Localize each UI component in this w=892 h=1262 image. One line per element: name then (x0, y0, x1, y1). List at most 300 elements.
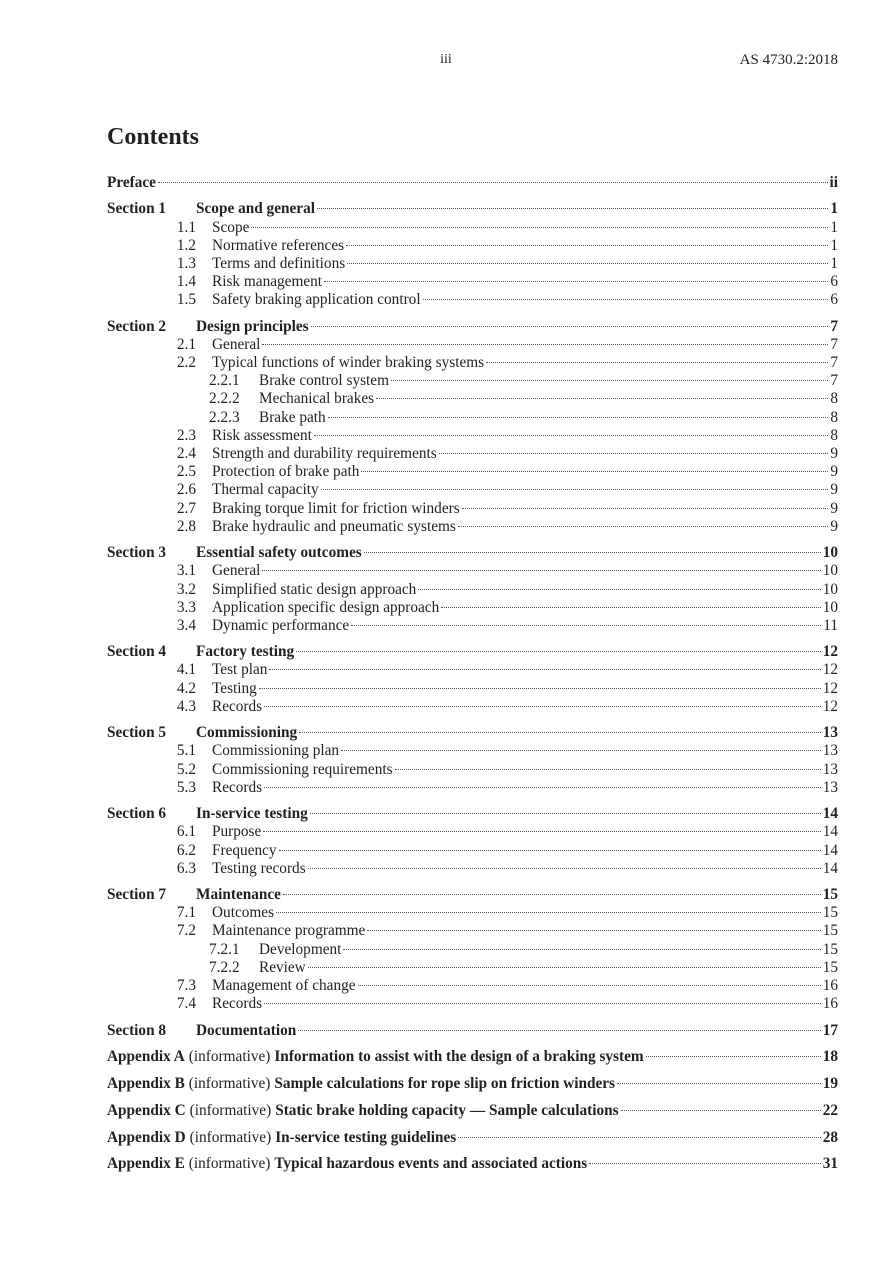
document-code: AS 4730.2:2018 (739, 52, 838, 68)
toc-subclause-entry[interactable] (107, 390, 838, 408)
toc-clause-number-cell (107, 291, 196, 309)
toc-entry-label (107, 273, 322, 291)
toc-section-entry[interactable] (107, 1022, 838, 1040)
toc-section-title: In-service testing (196, 805, 308, 823)
toc-appendix-entry[interactable] (107, 1155, 838, 1173)
toc-appendix-title: Static brake holding capacity — Sample calculations (275, 1101, 619, 1119)
toc-entry-label (107, 995, 262, 1013)
toc-clause-title: Commissioning plan (212, 742, 340, 760)
toc-page-number: 28 (822, 1128, 838, 1146)
dot-leader (376, 398, 828, 399)
dot-leader (311, 326, 829, 327)
toc-entry-label (107, 372, 389, 390)
dot-leader (646, 1056, 821, 1057)
toc-appendix-prefix: Appendix C (107, 1101, 186, 1119)
toc-page-number: 12 (822, 661, 838, 679)
toc-clause-title: Testing records (212, 859, 306, 877)
toc-section-title: Commissioning (196, 724, 298, 742)
toc-page-number: 18 (822, 1048, 838, 1066)
toc-section-entry[interactable] (107, 886, 838, 904)
toc-clause-number: 2.5 (176, 463, 196, 481)
toc-clause-number-cell (107, 823, 196, 841)
dot-leader (262, 344, 828, 345)
toc-clause-title: Records (212, 697, 263, 715)
toc-page-number: 9 (830, 499, 838, 517)
toc-clause-title: Frequency (212, 841, 277, 859)
toc-page-number: 10 (822, 544, 838, 562)
toc-page-number: 11 (823, 616, 838, 634)
toc-clause-entry[interactable] (107, 904, 838, 922)
toc-clause-title: General (212, 335, 261, 353)
toc-clause-entry[interactable] (107, 742, 838, 760)
toc-clause-number-cell (107, 354, 196, 372)
toc-page-number: 19 (822, 1075, 838, 1093)
toc-entry-label (107, 724, 297, 742)
toc-clause-number-cell (107, 680, 196, 698)
dot-leader (328, 417, 829, 418)
toc-clause-number: 2.3 (176, 426, 196, 444)
toc-page-number: 16 (822, 977, 838, 994)
toc-clause-title: Dynamic performance (212, 616, 350, 634)
toc-clause-number: 2.2 (176, 354, 196, 372)
dot-leader (308, 868, 821, 869)
toc-page-number: 17 (822, 1021, 838, 1039)
toc-clause-entry[interactable] (107, 617, 838, 635)
toc-clause-number: 4.3 (176, 697, 196, 715)
toc-clause-number-cell (107, 463, 196, 481)
toc-entry-preface[interactable] (107, 174, 838, 192)
toc-clause-number-cell (107, 336, 196, 354)
dot-leader (299, 732, 821, 733)
toc-clause-title: Typical functions of winder braking systems (212, 354, 485, 372)
toc-clause-number-cell (107, 995, 196, 1013)
toc-page-number: 16 (822, 995, 838, 1013)
toc-appendix-prefix: Appendix A (107, 1048, 185, 1066)
toc-page-number: 15 (822, 922, 838, 940)
toc-subclause-entry[interactable] (107, 409, 838, 427)
toc-clause-number-cell (107, 581, 196, 599)
toc-entry-label (107, 922, 365, 940)
toc-section-title: Scope and general (196, 200, 315, 218)
toc-clause-number-cell (107, 661, 196, 679)
toc-clause-number-cell (107, 273, 196, 291)
toc-appendix-title: Information to assist with the design of a braking system (274, 1048, 644, 1066)
toc-entry-label (107, 336, 260, 354)
dot-leader (462, 508, 829, 509)
toc-page-number: 7 (830, 317, 838, 335)
dot-leader (418, 589, 820, 590)
toc-clause-title: Test plan (212, 661, 268, 679)
toc-clause-entry[interactable] (107, 518, 838, 536)
toc-clause-number-cell (107, 427, 196, 445)
dot-leader (486, 362, 828, 363)
toc-appendix-note: (informative) (188, 1048, 271, 1066)
toc-clause-number-cell (107, 219, 196, 237)
toc-clause-title: Braking torque limit for friction winders (212, 499, 460, 517)
toc-clause-entry[interactable] (107, 599, 838, 617)
toc-page-number: 1 (830, 218, 838, 236)
toc-entry-label (107, 886, 281, 904)
dot-leader (589, 1163, 820, 1164)
toc-entry-label (107, 318, 309, 336)
toc-entry-label (107, 1129, 456, 1147)
table-of-contents (107, 174, 838, 1174)
dot-leader (346, 245, 828, 246)
toc-clause-number: 1.4 (176, 273, 196, 291)
dot-leader (367, 930, 820, 931)
toc-clause-title: Application specific design approach (212, 598, 440, 616)
toc-clause-number-cell (107, 860, 196, 878)
toc-page-number: 12 (822, 643, 838, 661)
dot-leader (351, 625, 821, 626)
toc-clause-number: 2.4 (176, 445, 196, 462)
toc-clause-number: 6.1 (176, 823, 196, 841)
toc-appendix-title: In-service testing guidelines (275, 1128, 457, 1146)
toc-clause-title: Records (212, 995, 263, 1013)
toc-clause-number: 1.5 (176, 291, 196, 309)
toc-clause-entry[interactable] (107, 922, 838, 940)
toc-clause-number: 2.1 (176, 335, 196, 353)
toc-subclause-entry[interactable] (107, 941, 838, 959)
toc-clause-number: 2.7 (176, 499, 196, 517)
toc-clause-number: 5.3 (176, 778, 196, 796)
toc-entry-label (107, 1075, 615, 1093)
dot-leader (276, 912, 821, 913)
page-title: Contents (107, 124, 200, 150)
toc-page-number: 1 (830, 200, 838, 218)
toc-subclause-title: Review (259, 958, 306, 976)
toc-page-number: 7 (830, 372, 838, 390)
toc-clause-entry[interactable] (107, 698, 838, 716)
toc-section-entry[interactable] (107, 318, 838, 336)
toc-clause-number-cell (107, 237, 196, 255)
toc-page-number: 1 (830, 254, 838, 272)
toc-clause-entry[interactable] (107, 842, 838, 860)
toc-section-prefix: Section 2 (107, 317, 167, 335)
dot-leader (262, 570, 820, 571)
toc-clause-entry[interactable] (107, 445, 838, 463)
toc-clause-number: 6.3 (176, 859, 196, 877)
toc-clause-title: Testing (212, 679, 257, 697)
toc-entry-label (107, 518, 456, 536)
toc-page-number: 14 (822, 841, 838, 859)
toc-clause-number: 2.6 (176, 481, 196, 499)
toc-entry-label (107, 698, 262, 716)
toc-subclause-title: Development (259, 940, 342, 958)
dot-leader (158, 182, 828, 183)
toc-appendix-prefix: Appendix E (107, 1155, 185, 1173)
toc-entry-label (107, 390, 374, 408)
toc-clause-entry[interactable] (107, 336, 838, 354)
toc-section-prefix: Section 1 (107, 200, 167, 218)
toc-subclause-title: Brake path (259, 408, 326, 426)
toc-clause-entry[interactable] (107, 680, 838, 698)
dot-leader (341, 750, 821, 751)
toc-entry-label (107, 463, 359, 481)
dot-leader (458, 1137, 820, 1138)
toc-clause-number: 3.1 (176, 562, 196, 580)
toc-section-entry[interactable] (107, 643, 838, 661)
toc-clause-title: Brake hydraulic and pneumatic systems (212, 517, 456, 535)
dot-leader (617, 1083, 821, 1084)
toc-section-title: Documentation (196, 1021, 297, 1039)
toc-page-number: 12 (822, 679, 838, 697)
toc-page-number: 7 (830, 354, 838, 372)
dot-leader (347, 263, 828, 264)
toc-entry-label (107, 805, 308, 823)
toc-clause-entry[interactable] (107, 823, 838, 841)
dot-leader (358, 985, 821, 986)
toc-entry-label (107, 1102, 619, 1120)
toc-subclause-title: Mechanical brakes (259, 390, 375, 408)
toc-clause-title: Purpose (212, 823, 262, 841)
toc-appendix-entry[interactable] (107, 1102, 838, 1120)
toc-clause-title: Strength and durability requirements (212, 445, 437, 462)
toc-clause-title: Maintenance programme (212, 922, 366, 940)
dot-leader (343, 949, 820, 950)
toc-subclause-number-cell (107, 390, 259, 408)
toc-appendix-note: (informative) (189, 1101, 272, 1119)
toc-page-number: 31 (822, 1155, 838, 1173)
toc-entry-label (107, 643, 294, 661)
toc-entry-label (107, 427, 312, 445)
dot-leader (361, 471, 828, 472)
toc-clause-title: Terms and definitions (212, 254, 346, 272)
toc-page-number: ii (829, 174, 838, 191)
toc-page-number: 10 (822, 598, 838, 616)
toc-subclause-number-cell (107, 941, 259, 959)
toc-entry-label (107, 1022, 296, 1040)
toc-page-number: 14 (822, 805, 838, 823)
toc-entry-label (107, 409, 326, 427)
toc-clause-entry[interactable] (107, 779, 838, 797)
toc-appendix-note: (informative) (189, 1128, 272, 1146)
toc-clause-number: 7.1 (176, 904, 196, 922)
toc-section-title: Maintenance (196, 886, 281, 904)
dot-leader (251, 227, 828, 228)
toc-clause-entry[interactable] (107, 761, 838, 779)
toc-clause-number-cell (107, 255, 196, 273)
toc-clause-title: Risk assessment (212, 426, 312, 444)
toc-clause-title: Outcomes (212, 904, 275, 922)
toc-clause-number: 7.4 (176, 995, 196, 1013)
dot-leader (317, 208, 828, 209)
dot-leader (259, 688, 821, 689)
toc-entry-title: Preface (107, 174, 156, 191)
toc-entry-label (107, 904, 274, 922)
toc-clause-number-cell (107, 761, 196, 779)
toc-clause-entry[interactable] (107, 860, 838, 878)
toc-subclause-number: 2.2.1 (209, 372, 240, 390)
toc-subclause-number: 7.2.2 (209, 958, 240, 976)
dot-leader (310, 813, 821, 814)
toc-clause-entry[interactable] (107, 562, 838, 580)
toc-page-number: 9 (830, 481, 838, 499)
toc-clause-number: 5.1 (176, 742, 196, 760)
toc-page-number: 7 (830, 335, 838, 353)
toc-section-entry[interactable] (107, 805, 838, 823)
toc-subclause-number: 2.2.2 (209, 390, 240, 408)
toc-clause-number: 3.2 (176, 580, 196, 598)
toc-page-number: 14 (822, 859, 838, 877)
toc-section-entry[interactable] (107, 724, 838, 742)
toc-clause-number-cell (107, 904, 196, 922)
toc-appendix-entry[interactable] (107, 1048, 838, 1066)
toc-entry-label (107, 742, 339, 760)
toc-clause-number-cell (107, 977, 196, 995)
toc-page-number: 12 (822, 697, 838, 715)
toc-appendix-prefix: Appendix B (107, 1075, 185, 1093)
toc-section-title: Essential safety outcomes (196, 544, 362, 562)
toc-clause-number: 6.2 (176, 841, 196, 859)
toc-page-number: 6 (830, 273, 838, 291)
toc-clause-title: Normative references (212, 236, 345, 254)
toc-clause-entry[interactable] (107, 291, 838, 309)
dot-leader (391, 380, 828, 381)
toc-page-number: 9 (830, 463, 838, 481)
toc-clause-number-cell (107, 599, 196, 617)
toc-clause-number: 7.3 (176, 977, 196, 994)
toc-clause-number-cell (107, 742, 196, 760)
toc-clause-entry[interactable] (107, 995, 838, 1013)
toc-page-number: 9 (830, 517, 838, 535)
toc-subclause-entry[interactable] (107, 372, 838, 390)
toc-clause-title: General (212, 562, 261, 580)
toc-clause-entry[interactable] (107, 581, 838, 599)
toc-clause-number-cell (107, 562, 196, 580)
toc-clause-title: Protection of brake path (212, 463, 360, 481)
toc-clause-number: 3.3 (176, 598, 196, 616)
toc-clause-number: 4.2 (176, 679, 196, 697)
toc-clause-entry[interactable] (107, 219, 838, 237)
toc-clause-number: 1.3 (176, 254, 196, 272)
toc-entry-label (107, 977, 356, 995)
toc-entry-label (107, 823, 261, 841)
dot-leader (314, 435, 828, 436)
toc-entry-label (107, 219, 249, 237)
page-number: iii (440, 52, 452, 67)
toc-entry-label (107, 941, 341, 959)
toc-clause-number: 5.2 (176, 760, 196, 778)
toc-entry-label (107, 174, 156, 192)
toc-clause-title: Simplified static design approach (212, 580, 417, 598)
toc-entry-label (107, 581, 416, 599)
dot-leader (621, 1110, 821, 1111)
toc-subclause-number: 7.2.1 (209, 940, 240, 958)
toc-section-entry[interactable] (107, 544, 838, 562)
toc-appendix-note: (informative) (188, 1075, 271, 1093)
toc-clause-entry[interactable] (107, 427, 838, 445)
toc-clause-number: 1.1 (176, 218, 196, 236)
toc-section-prefix: Section 3 (107, 544, 167, 562)
toc-clause-number-cell (107, 698, 196, 716)
toc-entry-label (107, 291, 421, 309)
toc-page-number: 13 (822, 742, 838, 760)
toc-entry-label (107, 481, 319, 499)
toc-entry-label (107, 255, 345, 273)
toc-entry-label (107, 959, 306, 977)
toc-clause-entry[interactable] (107, 481, 838, 499)
toc-appendix-title: Typical hazardous events and associated actions (274, 1155, 588, 1173)
toc-subclause-number: 2.2.3 (209, 408, 240, 426)
toc-entry-label (107, 761, 393, 779)
toc-page-number: 14 (822, 823, 838, 841)
toc-subclause-number-cell (107, 372, 259, 390)
dot-leader (263, 831, 820, 832)
toc-page-number: 8 (830, 408, 838, 426)
toc-appendix-title: Sample calculations for rope slip on friction winders (274, 1075, 616, 1093)
toc-entry-label (107, 445, 437, 463)
toc-clause-title: Commissioning requirements (212, 760, 393, 778)
toc-section-prefix: Section 7 (107, 886, 167, 904)
toc-appendix-entry[interactable] (107, 1075, 838, 1093)
dot-leader (283, 894, 821, 895)
dot-leader (296, 651, 821, 652)
toc-section-prefix: Section 8 (107, 1021, 167, 1039)
toc-clause-title: Scope (212, 218, 250, 236)
toc-clause-number-cell (107, 617, 196, 635)
toc-clause-entry[interactable] (107, 977, 838, 995)
dot-leader (321, 489, 829, 490)
toc-page-number: 22 (822, 1101, 838, 1119)
toc-clause-entry[interactable] (107, 661, 838, 679)
toc-clause-entry[interactable] (107, 273, 838, 291)
toc-subclause-number-cell (107, 409, 259, 427)
toc-entry-label (107, 661, 267, 679)
toc-clause-title: Risk management (212, 273, 323, 291)
dot-leader (264, 706, 821, 707)
toc-clause-title: Records (212, 778, 263, 796)
toc-appendix-entry[interactable] (107, 1129, 838, 1147)
toc-clause-number-cell (107, 779, 196, 797)
toc-clause-title: Thermal capacity (212, 481, 319, 499)
toc-clause-entry[interactable] (107, 354, 838, 372)
dot-leader (364, 552, 821, 553)
toc-entry-label (107, 1048, 644, 1066)
toc-entry-label (107, 544, 362, 562)
toc-clause-number-cell (107, 518, 196, 536)
toc-clause-number-cell (107, 842, 196, 860)
toc-clause-number-cell (107, 500, 196, 518)
toc-clause-title: Safety braking application control (212, 291, 421, 309)
toc-page-number: 10 (822, 580, 838, 598)
toc-page-number: 15 (822, 886, 838, 904)
toc-subclause-title: Brake control system (259, 372, 389, 390)
dot-leader (423, 299, 829, 300)
toc-clause-entry[interactable] (107, 463, 838, 481)
toc-entry-label (107, 779, 262, 797)
toc-subclause-entry[interactable] (107, 959, 838, 977)
toc-section-title: Factory testing (196, 643, 295, 661)
toc-clause-number: 4.1 (176, 661, 196, 679)
toc-entry-label (107, 354, 484, 372)
dot-leader (279, 850, 821, 851)
toc-section-prefix: Section 6 (107, 805, 167, 823)
toc-page-number: 13 (822, 778, 838, 796)
toc-page-number: 15 (822, 904, 838, 922)
toc-entry-label (107, 562, 260, 580)
toc-entry-label (107, 599, 439, 617)
toc-entry-label (107, 860, 306, 878)
toc-clause-number-cell (107, 922, 196, 940)
dot-leader (308, 967, 821, 968)
toc-section-entry[interactable] (107, 200, 838, 218)
toc-entry-label (107, 680, 257, 698)
toc-clause-entry[interactable] (107, 500, 838, 518)
toc-clause-entry[interactable] (107, 255, 838, 273)
toc-entry-label (107, 1155, 587, 1173)
toc-clause-entry[interactable] (107, 237, 838, 255)
